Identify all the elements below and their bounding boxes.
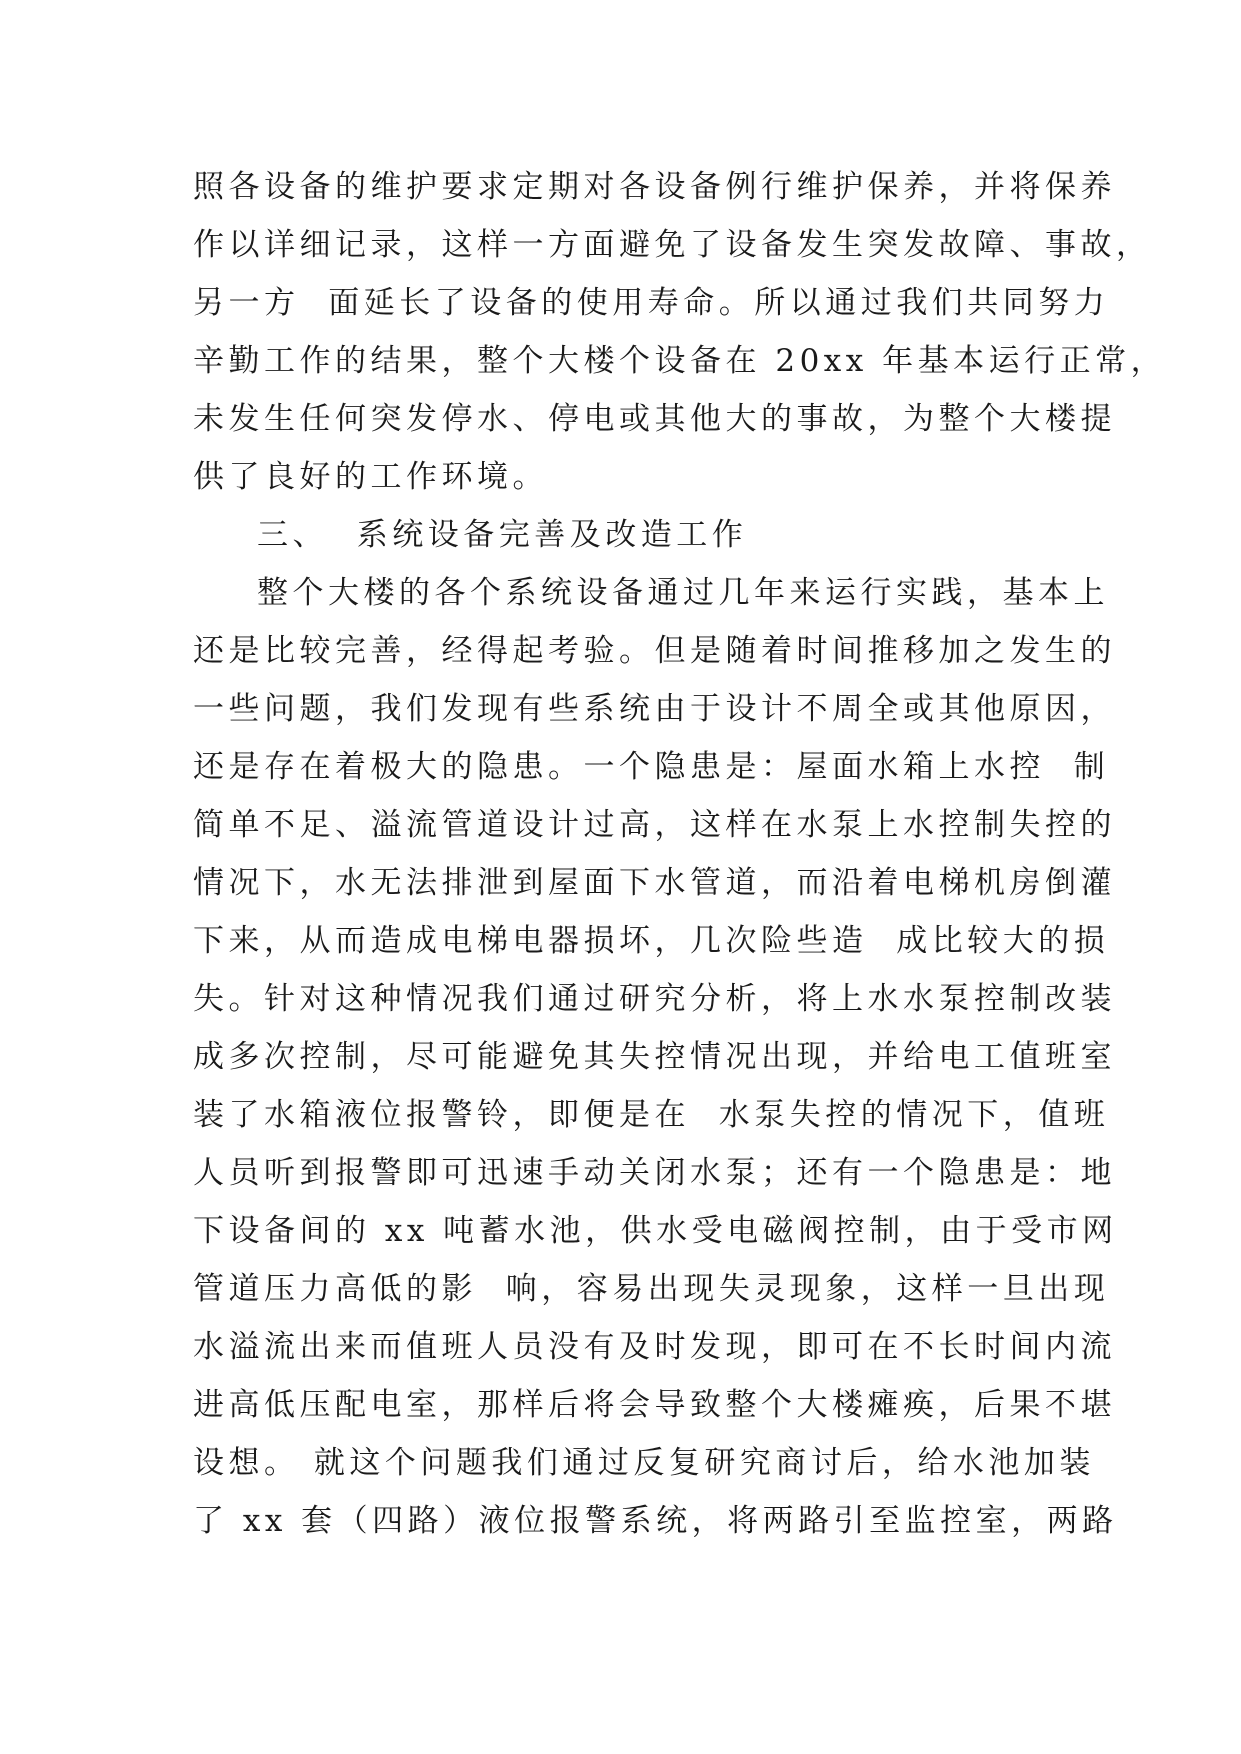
section-heading: 三、 系统设备完善及改造工作 bbox=[257, 517, 748, 553]
text-line: 另一方 面延长了设备的使用寿命。所以通过我们共同努力 bbox=[193, 285, 1110, 321]
text-line: 设想。 就这个问题我们通过反复研究商讨后，给水池加装 bbox=[193, 1445, 1095, 1481]
text-line: 了 xx 套（四路）液位报警系统，将两路引至监控室，两路 bbox=[193, 1503, 1118, 1539]
text-line: 管道压力高低的影 响，容易出现失灵现象，这样一旦出现 bbox=[193, 1271, 1110, 1307]
text-line: 成多次控制，尽可能避免其失控情况出现，并给电工值班室 bbox=[193, 1039, 1116, 1075]
text-line: 人员听到报警即可迅速手动关闭水泵；还有一个隐患是：地 bbox=[193, 1155, 1116, 1191]
text-line: 未发生任何突发停水、停电或其他大的事故，为整个大楼提 bbox=[193, 401, 1116, 437]
text-line: 下设备间的 xx 吨蓄水池，供水受电磁阀控制，由于受市网 bbox=[193, 1213, 1118, 1249]
document-body bbox=[193, 158, 1167, 1550]
text-line: 下来，从而造成电梯电器损坏，几次险些造 成比较大的损 bbox=[193, 923, 1110, 959]
text-line: 装了水箱液位报警铃，即便是在 水泵失控的情况下，值班 bbox=[193, 1097, 1110, 1133]
text-line: 一些问题，我们发现有些系统由于设计不周全或其他原因， bbox=[193, 691, 1116, 727]
text-line: 供了良好的工作环境。 bbox=[193, 459, 548, 495]
text-line: 还是比较完善，经得起考验。但是随着时间推移加之发生的 bbox=[193, 633, 1116, 669]
text-line: 水溢流出来而值班人员没有及时发现，即可在不长时间内流 bbox=[193, 1329, 1116, 1365]
text-line: 简单不足、溢流管道设计过高，这样在水泵上水控制失控的 bbox=[193, 807, 1116, 843]
text-line: 情况下，水无法排泄到屋面下水管道，而沿着电梯机房倒灌 bbox=[193, 865, 1116, 901]
text-line: 失。针对这种情况我们通过研究分析，将上水水泵控制改装 bbox=[193, 981, 1116, 1017]
paragraph-first-line: 整个大楼的各个系统设备通过几年来运行实践，基本上 bbox=[257, 575, 1109, 611]
text-line: 进高低压配电室，那样后将会导致整个大楼瘫痪，后果不堪 bbox=[193, 1387, 1116, 1423]
text-line: 照各设备的维护要求定期对各设备例行维护保养，并将保养 bbox=[193, 169, 1116, 205]
text-line: 作以详细记录，这样一方面避免了设备发生突发故障、事故， bbox=[193, 227, 1152, 263]
text-line: 辛勤工作的结果，整个大楼个设备在 20xx 年基本运行正常， bbox=[193, 343, 1167, 379]
text-line: 还是存在着极大的隐患。一个隐患是：屋面水箱上水控 制 bbox=[193, 749, 1110, 785]
